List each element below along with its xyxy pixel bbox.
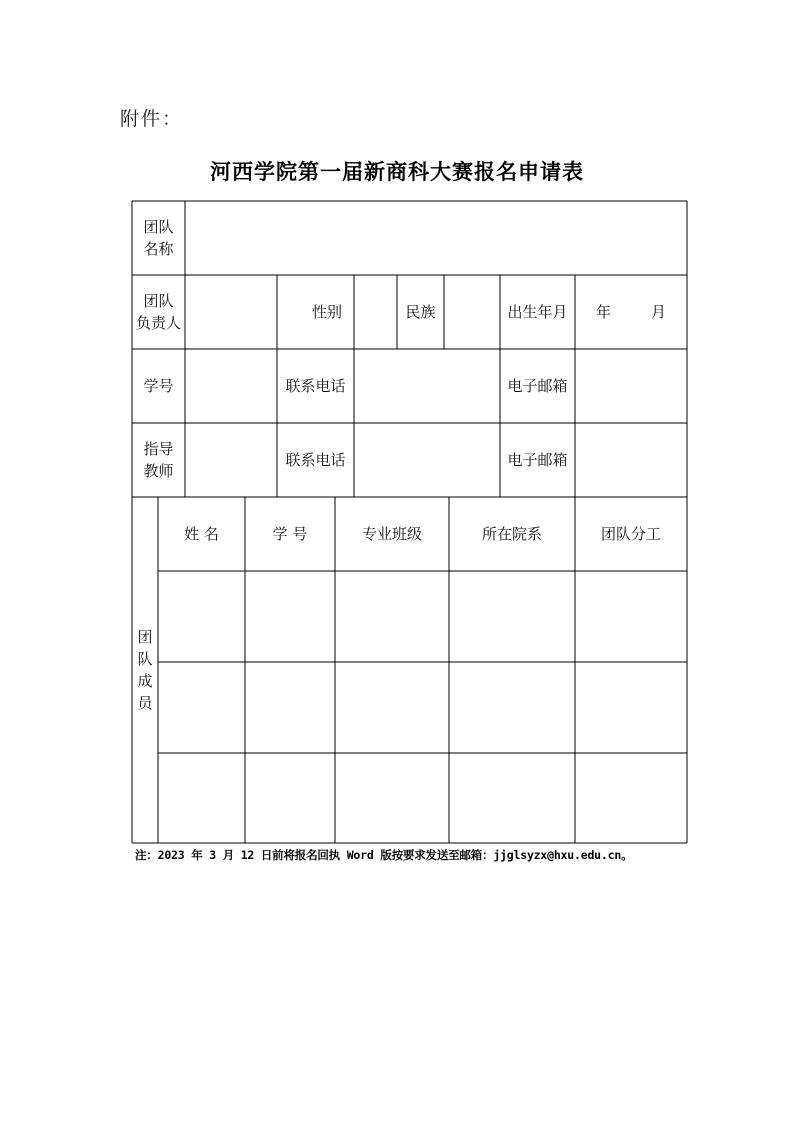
leader-label: 团队 负责人 bbox=[135, 292, 181, 332]
member-row-3[interactable] bbox=[158, 753, 687, 843]
birth-month-label: 月 bbox=[651, 303, 667, 321]
member-header-student-id: 学 号 bbox=[272, 525, 308, 543]
member-header-major-class: 专业班级 bbox=[361, 525, 422, 543]
gender-field[interactable] bbox=[354, 275, 397, 349]
birth-year-label: 年 bbox=[595, 303, 611, 321]
member-header-name: 姓 名 bbox=[184, 525, 219, 543]
student-id-field[interactable] bbox=[185, 349, 277, 423]
members-label: 团 队 成 员 bbox=[137, 628, 153, 712]
member-row-1[interactable] bbox=[158, 571, 687, 662]
attachment-label: 附件： bbox=[120, 108, 184, 130]
advisor-phone-label: 联系电话 bbox=[285, 451, 346, 469]
leader-email-field[interactable] bbox=[575, 349, 687, 423]
gender-label: 性别 bbox=[311, 303, 342, 321]
leader-phone-field[interactable] bbox=[354, 349, 500, 423]
advisor-name-field[interactable] bbox=[185, 423, 277, 497]
leader-email-label: 电子邮箱 bbox=[507, 377, 568, 395]
team-name-field[interactable] bbox=[185, 201, 687, 275]
submission-note: 注：2023 年 3 月 12 日前将报名回执 Word 版按要求发送至邮箱：jjglsyzx@hxu.edu.cn。 bbox=[135, 848, 633, 862]
advisor-phone-field[interactable] bbox=[354, 423, 500, 497]
leader-name-field[interactable] bbox=[185, 275, 277, 349]
form-title: 河西学院第一届新商科大赛报名申请表 bbox=[210, 159, 584, 184]
advisor-label: 指导 教师 bbox=[143, 440, 174, 480]
leader-phone-label: 联系电话 bbox=[285, 377, 346, 395]
ethnicity-label: 民族 bbox=[405, 303, 436, 321]
student-id-label: 学号 bbox=[143, 377, 174, 395]
advisor-email-label: 电子邮箱 bbox=[507, 451, 568, 469]
ethnicity-field[interactable] bbox=[444, 275, 500, 349]
birth-label: 出生年月 bbox=[507, 303, 568, 321]
team-name-label: 团队 名称 bbox=[143, 218, 174, 258]
birth-field[interactable] bbox=[575, 275, 687, 349]
member-header-role: 团队分工 bbox=[600, 525, 661, 543]
member-row-2[interactable] bbox=[158, 662, 687, 753]
advisor-email-field[interactable] bbox=[575, 423, 687, 497]
member-header-department: 所在院系 bbox=[481, 525, 542, 543]
